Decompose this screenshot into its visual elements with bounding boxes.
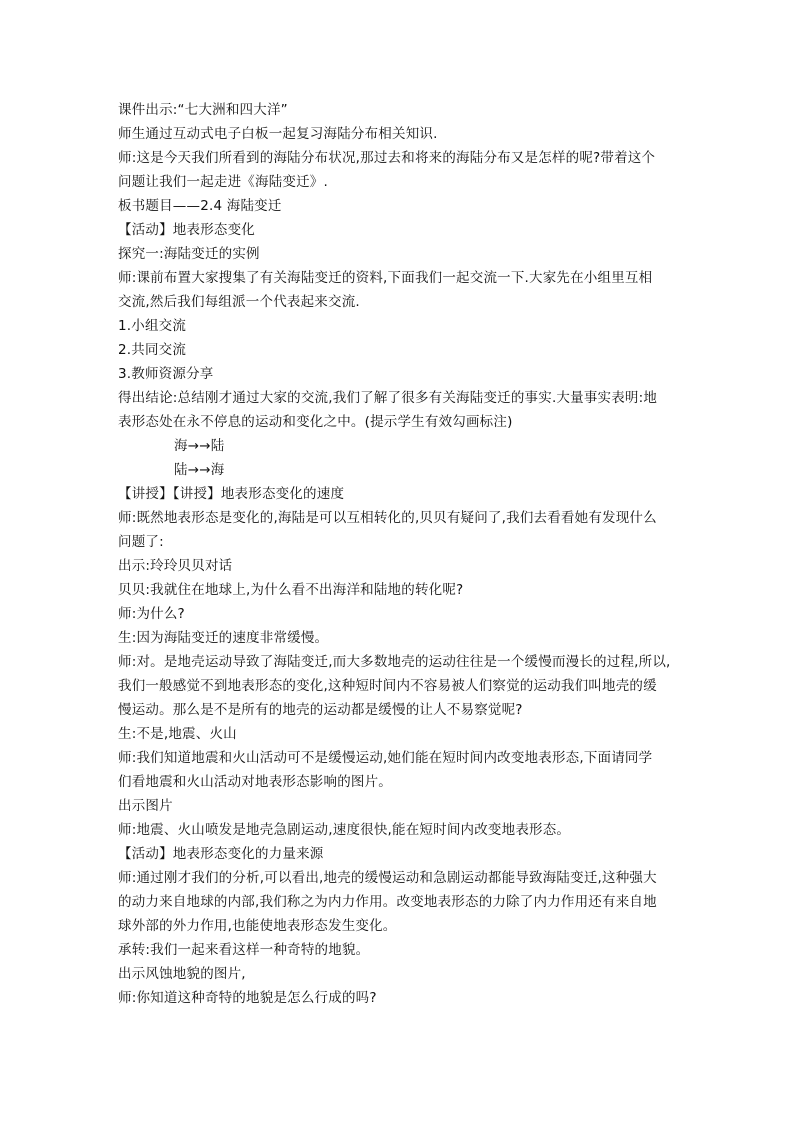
text-line: 课件出示:“七大洲和四大洋” (118, 102, 288, 118)
text-line: 球外部的外力作用,也能使地表形态发生变化。 (118, 918, 397, 934)
text-line: 承转:我们一起来看这样一种奇特的地貌。 (118, 942, 370, 958)
text-line: 师:这是今天我们所看到的海陆分布状况,那过去和将来的海陆分布又是怎样的呢?带着这个 (118, 150, 656, 166)
text-line: 师:既然地表形态是变化的,海陆是可以互相转化的,贝贝有疑问了,我们去看看她有发现什么 (118, 510, 657, 526)
text-line: 探究一:海陆变迁的实例 (118, 246, 260, 262)
text-line: 出示图片 (118, 798, 173, 814)
text-line: 慢运动。那么是不是所有的地壳的运动都是缓慢的让人不易察觉呢? (118, 702, 523, 718)
text-line: 出示风蚀地貌的图片, (118, 966, 246, 982)
text-line: 师:你知道这种奇特的地貌是怎么行成的吗? (118, 990, 377, 1006)
section-heading: 【活动】地表形态变化的力量来源 (118, 846, 324, 862)
text-line: 师:课前布置大家搜集了有关海陆变迁的资料,下面我们一起交流一下.大家先在小组里互相 (118, 270, 653, 286)
text-line: 师:通过刚才我们的分析,可以看出,地壳的缓慢运动和急剧运动都能导致海陆变迁,这种强大 (118, 870, 657, 886)
text-line: 贝贝:我就住在地球上,为什么看不出海洋和陆地的转化呢? (118, 582, 464, 598)
text-line: 问题让我们一起走进《海陆变迁》. (118, 174, 328, 190)
text-line: 表形态处在永不停息的运动和变化之中。(提示学生有效勾画标注) (118, 414, 513, 430)
text-line: 交流,然后我们每组派一个代表起来交流. (118, 294, 360, 310)
text-line: 我们一般感觉不到地表形态的变化,这种短时间内不容易被人们察觉的运动我们叫地壳的缓 (118, 678, 657, 694)
list-item: 2.共同交流 (118, 342, 187, 358)
text-line: 陆→→海 (174, 462, 225, 478)
list-item: 1.小组交流 (118, 318, 187, 334)
text-line: 板书题目——2.4 海陆变迁 (118, 198, 282, 214)
text-line: 师:为什么? (118, 606, 185, 622)
text-line: 师:我们知道地震和火山活动可不是缓慢运动,她们能在短时间内改变地表形态,下面请同学 (118, 750, 653, 766)
list-item: 3.教师资源分享 (118, 366, 214, 382)
lesson-text (118, 98, 678, 1010)
section-heading: 【讲授】【讲授】地表形态变化的速度 (118, 486, 345, 502)
text-line: 生:因为海陆变迁的速度非常缓慢。 (118, 630, 329, 646)
text-line: 师:对。是地壳运动导致了海陆变迁,而大多数地壳的运动往往是一个缓慢而漫长的过程,所以, (118, 654, 671, 670)
text-line: 海→→陆 (174, 438, 225, 454)
text-line: 得出结论:总结刚才通过大家的交流,我们了解了很多有关海陆变迁的事实.大量事实表明:地 (118, 390, 658, 406)
text-line: 师生通过互动式电子白板一起复习海陆分布相关知识. (118, 126, 438, 142)
text-line: 师:地震、火山喷发是地壳急剧运动,速度很快,能在短时间内改变地表形态。 (118, 822, 571, 838)
section-heading: 【活动】地表形态变化 (118, 222, 255, 238)
text-line: 生:不是,地震、火山 (118, 726, 237, 742)
text-line: 问题了: (118, 534, 164, 550)
text-line: 的动力来自地球的内部,我们称之为内力作用。改变地表形态的力除了内力作用还有来自地 (118, 894, 657, 910)
text-line: 出示:玲玲贝贝对话 (118, 558, 233, 574)
text-line: 们看地震和火山活动对地表形态影响的图片。 (118, 774, 392, 790)
